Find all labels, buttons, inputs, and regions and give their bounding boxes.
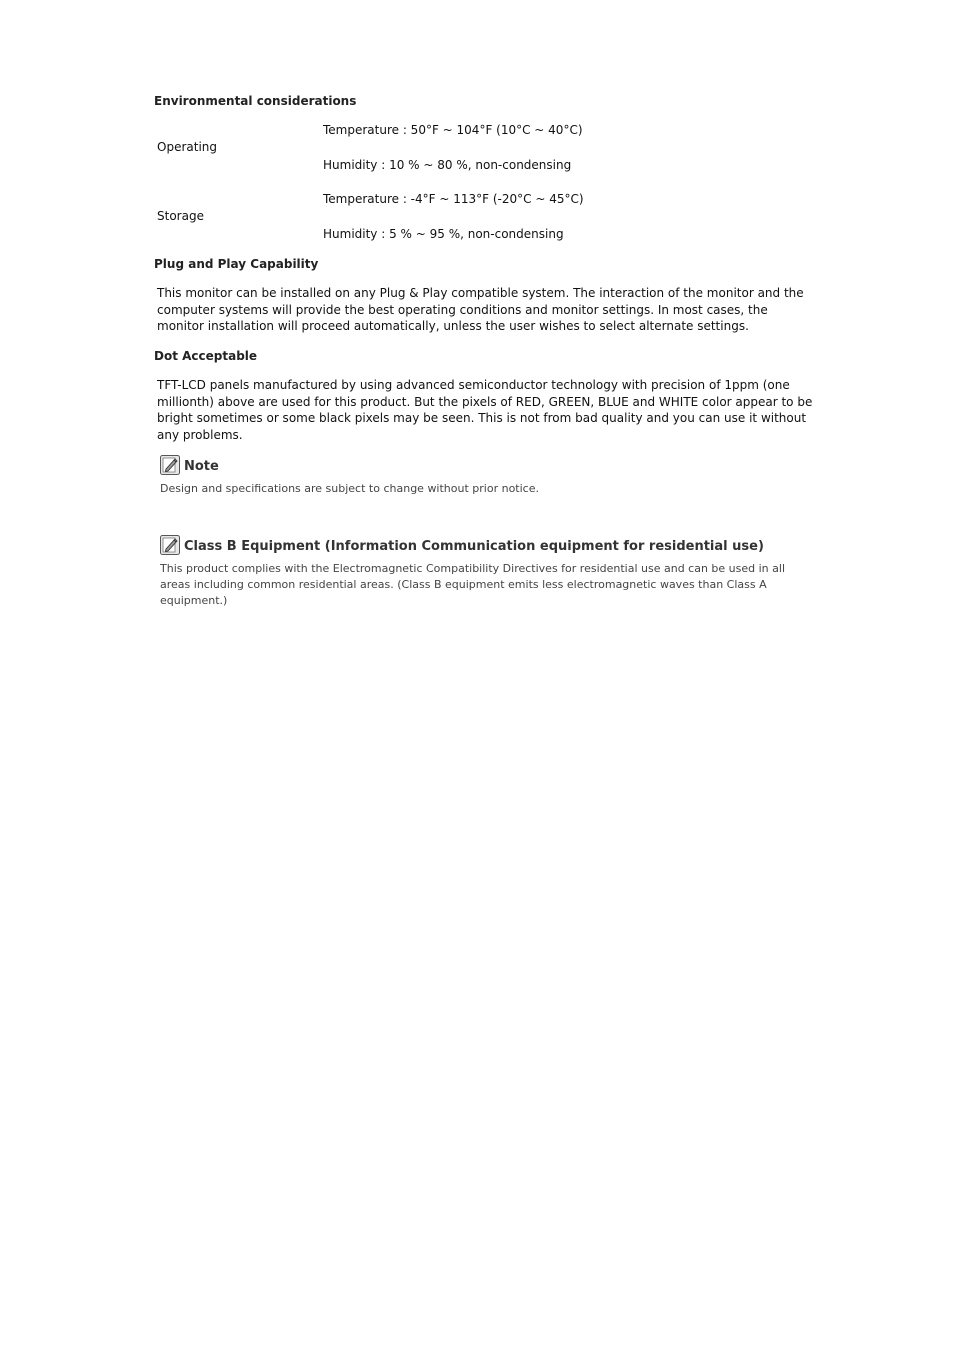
note-title: Note bbox=[184, 459, 219, 474]
note-text: Design and specifications are subject to change without prior notice. bbox=[160, 482, 539, 495]
class-b-title-row bbox=[160, 535, 790, 557]
class-b-title: Class B Equipment (Information Communication equipment for residential use) bbox=[184, 539, 764, 554]
dot-acceptable-heading: Dot Acceptable bbox=[154, 349, 258, 363]
note-pencil-icon bbox=[160, 455, 180, 475]
plug-and-play-heading: Plug and Play Capability bbox=[154, 257, 319, 271]
plug-and-play-text: This monitor can be installed on any Plug & Play compatible system. The interaction of the monitor and the computer systems will provide the best operating conditions and monitor settings. In most cases, the monitor installation will proceed automatically, unless the user wishes to select alternate settings. bbox=[157, 286, 804, 333]
env-row-operating bbox=[157, 121, 817, 190]
dot-acceptable-text: TFT-LCD panels manufactured by using advanced semiconductor technology with precision of 1ppm (one millionth) above are used for this product. But the pixels of RED, GREEN, BLUE and WHITE color appear to be bright sometimes or some black pixels may be seen. This is not from bad quality and you can use it without any problems. bbox=[157, 378, 813, 442]
env-label: Operating bbox=[157, 140, 217, 154]
note-pencil-icon bbox=[160, 535, 180, 555]
env-label: Storage bbox=[157, 209, 204, 223]
env-row-storage bbox=[157, 190, 817, 259]
env-humidity: Humidity : 5 % ~ 95 %, non-condensing bbox=[323, 227, 564, 241]
env-temperature: Temperature : -4°F ~ 113°F (-20°C ~ 45°C) bbox=[323, 192, 584, 206]
note-block bbox=[160, 455, 800, 497]
note-title-row bbox=[160, 455, 800, 477]
env-temperature: Temperature : 50°F ~ 104°F (10°C ~ 40°C) bbox=[323, 123, 583, 137]
class-b-block bbox=[160, 535, 790, 609]
environmental-heading: Environmental considerations bbox=[154, 94, 357, 108]
environmental-table bbox=[157, 121, 817, 259]
env-humidity: Humidity : 10 % ~ 80 %, non-condensing bbox=[323, 158, 572, 172]
class-b-text: This product complies with the Electromagnetic Compatibility Directives for residential use and can be used in all areas including common residential areas. (Class B equipment emits less electromagnetic waves than Class A equipment.) bbox=[160, 562, 785, 607]
